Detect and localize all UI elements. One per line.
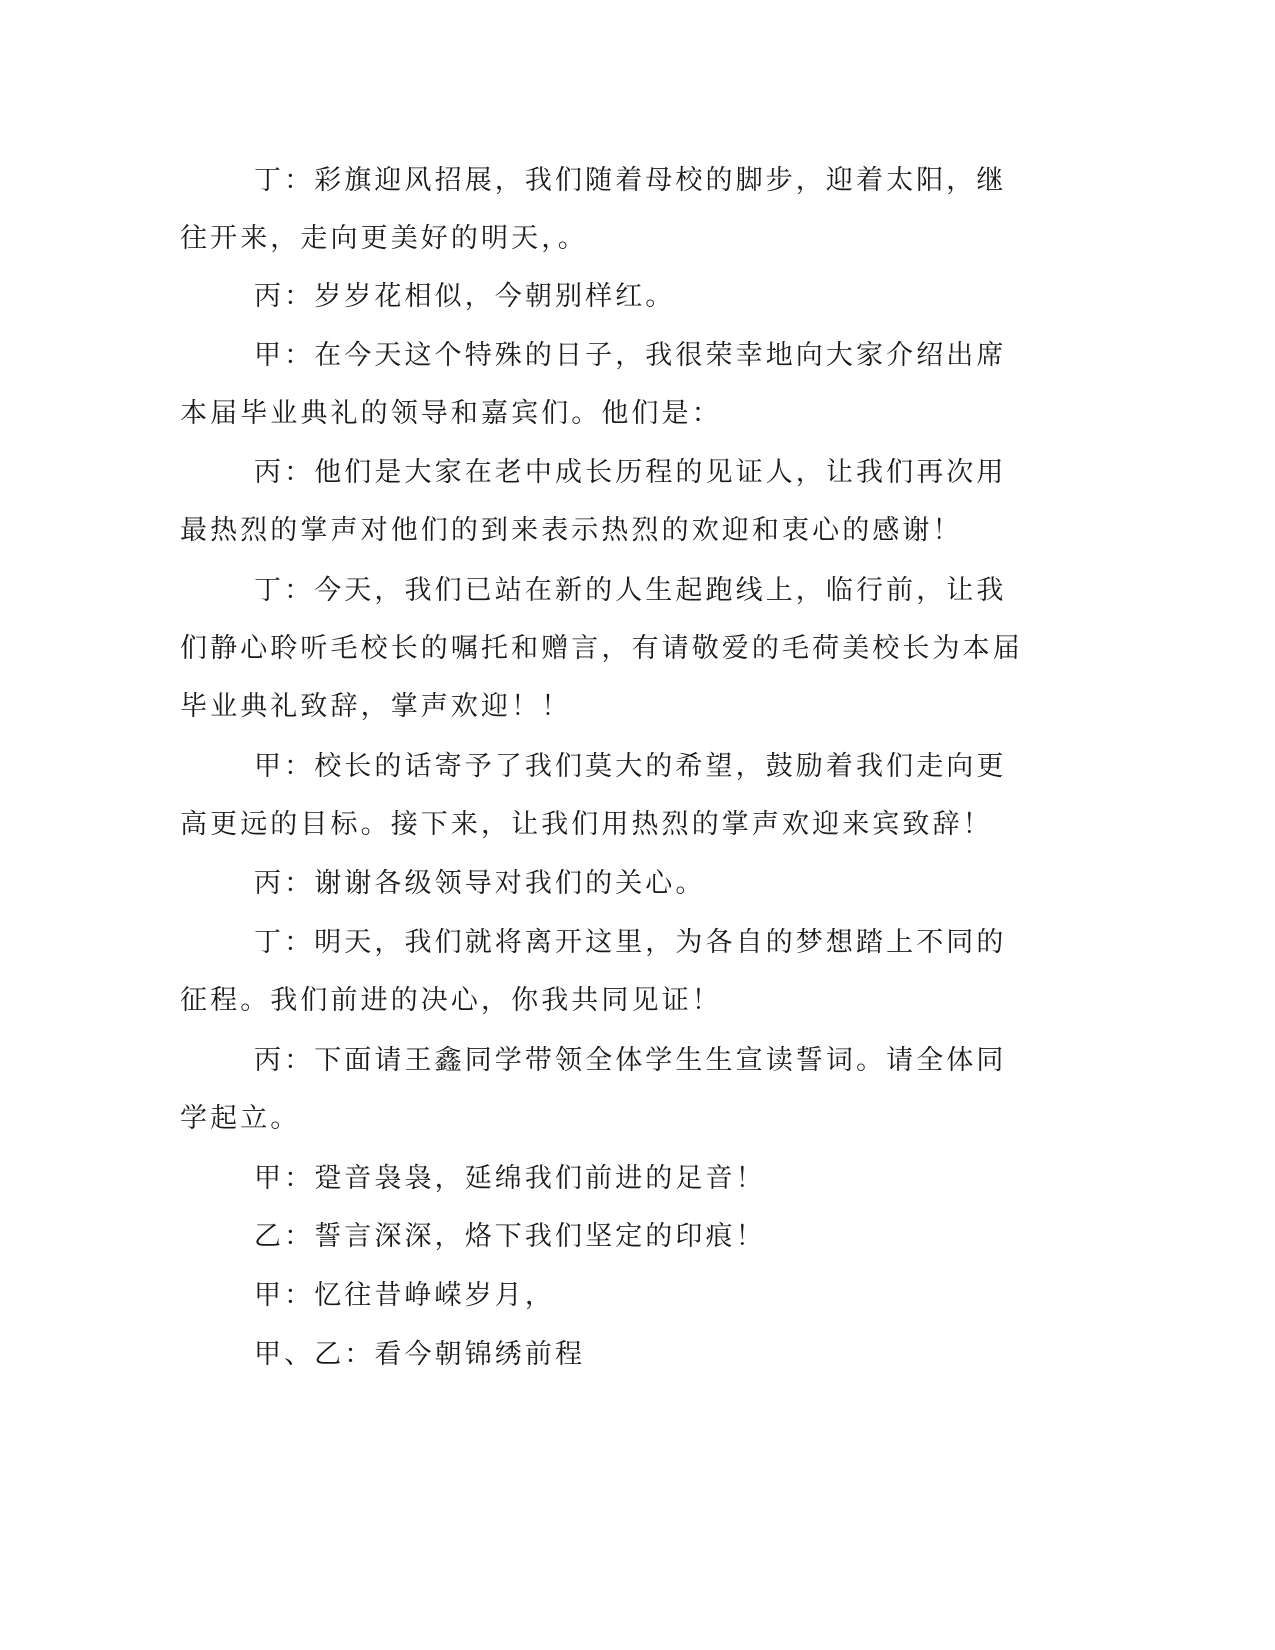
paragraph-9: 丙：下面请王鑫同学带领全体学生生宣读誓词。请全体同学起立。 bbox=[180, 1045, 1007, 1134]
paragraph-4: 丙：他们是大家在老中成长历程的见证人，让我们再次用最热烈的掌声对他们的到来表示热烈的欢迎和衷心的感谢！ bbox=[180, 457, 1007, 546]
paragraph-7: 丙：谢谢各级领导对我们的关心。 bbox=[254, 868, 706, 899]
paragraph-13: 甲、乙：看今朝锦绣前程 bbox=[254, 1339, 586, 1370]
paragraph-10: 甲：跫音袅袅，延绵我们前进的足音！ bbox=[254, 1163, 766, 1194]
paragraph-12: 甲：忆往昔峥嵘岁月， bbox=[254, 1280, 555, 1311]
paragraph-5: 丁：今天，我们已站在新的人生起跑线上，临行前，让我们静心聆听毛校长的嘱托和赠言，有请敬爱的毛荷美校长为本届毕业典礼致辞，掌声欢迎！！ bbox=[180, 575, 1023, 722]
paragraph-11: 乙：誓言深深，烙下我们坚定的印痕！ bbox=[254, 1221, 766, 1252]
paragraph-2: 丙：岁岁花相似，今朝别样红。 bbox=[254, 281, 676, 312]
paragraph-3: 甲：在今天这个特殊的日子，我很荣幸地向大家介绍出席本届毕业典礼的领导和嘉宾们。他们是： bbox=[180, 340, 1007, 429]
paragraph-1: 丁：彩旗迎风招展，我们随着母校的脚步，迎着太阳，继往开来，走向更美好的明天，。 bbox=[180, 165, 1007, 254]
paragraph-8: 丁：明天，我们就将离开这里，为各自的梦想踏上不同的征程。我们前进的决心，你我共同见证！ bbox=[180, 927, 1007, 1016]
paragraph-6: 甲：校长的话寄予了我们莫大的希望，鼓励着我们走向更高更远的目标。接下来，让我们用热烈的掌声欢迎来宾致辞！ bbox=[180, 751, 1007, 840]
